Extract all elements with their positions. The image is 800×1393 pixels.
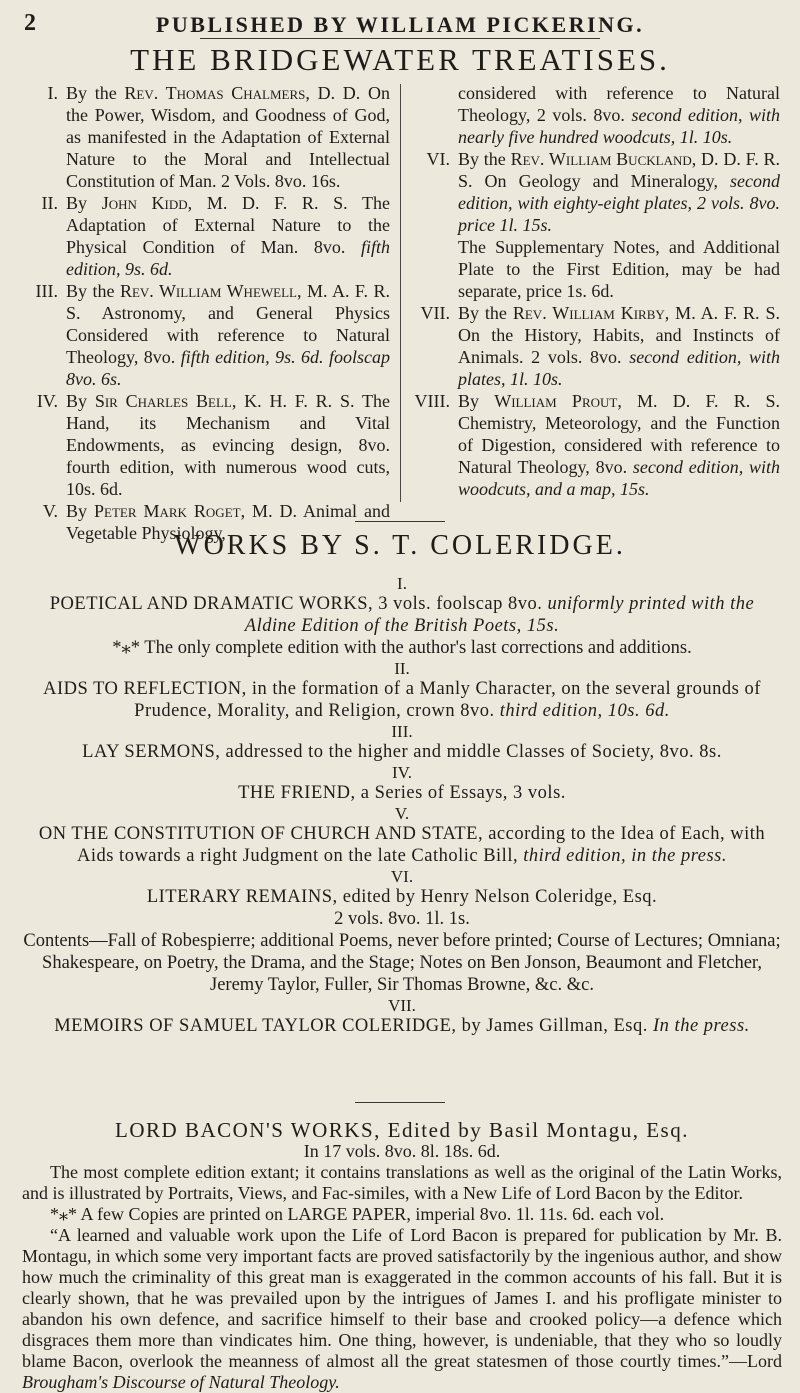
treatise-entry bbox=[22, 192, 390, 280]
bacon-paragraph: The most complete edition extant; it contains translations as well as the original of the Latin Works, and is illustrated by Portraits, Views, and Fac-similes, with a New Life of Lord Bacon by the Editor. bbox=[22, 1162, 782, 1203]
treatise-text bbox=[66, 280, 390, 390]
work-note: *⁎* The only complete edition with the author's last corrections and additions. bbox=[112, 638, 692, 658]
treatise-prefix: By the bbox=[458, 303, 513, 323]
work-title-text: AIDS TO REFLECTION, in the formation of a Manly Character, on the several grounds of Prudence, Morality, and Religion, crown 8vo. bbox=[43, 679, 761, 721]
treatise-entry bbox=[414, 82, 780, 148]
treatise-prefix: By bbox=[458, 391, 495, 411]
treatise-author: Sir Charles Bell, K. H. F. R. S. bbox=[94, 391, 355, 411]
treatise-prefix: By bbox=[66, 501, 94, 521]
work-note: 2 vols. 8vo. 1l. 1s. bbox=[334, 909, 470, 929]
treatise-entry bbox=[22, 390, 390, 500]
treatise-number: VII. bbox=[420, 303, 450, 323]
bacon-note: *⁎* A few Copies are printed on LARGE PAPER, imperial 8vo. 1l. 11s. 6d. each vol. bbox=[50, 1204, 665, 1224]
running-head: PUBLISHED BY WILLIAM PICKERING. bbox=[155, 12, 645, 37]
bacon-subtitle: In 17 vols. 8vo. 8l. 18s. 6d. bbox=[303, 1141, 501, 1161]
work-numeral: III. bbox=[391, 722, 413, 741]
work-title-text: MEMOIRS OF SAMUEL TAYLOR COLERIDGE, by James Gillman, Esq. bbox=[54, 1016, 648, 1036]
treatise-text bbox=[458, 390, 780, 500]
treatise-author: Peter Mark Roget, M. D. bbox=[94, 501, 298, 521]
treatise-text bbox=[458, 148, 780, 236]
treatise-description: The Hand, its Mechanism and Vital Endowments, as evincing design, 8vo. fourth edition, with numerous wood cuts, 10s. 6d. bbox=[66, 391, 390, 499]
bacon-quote-source: Brougham's Discourse of Natural Theology. bbox=[22, 1372, 340, 1392]
treatise-entry bbox=[414, 148, 780, 236]
treatise-entry bbox=[414, 390, 780, 500]
column-divider bbox=[400, 84, 401, 502]
treatise-number: VI. bbox=[426, 149, 450, 169]
bridgewater-right-column bbox=[414, 82, 780, 500]
treatise-description: The Supplementary Notes, and Additional Plate to the First Edition, may be had separate, price 1s. 6d. bbox=[458, 237, 780, 301]
work-edition: third edition, in the press. bbox=[523, 846, 728, 866]
treatise-entry bbox=[414, 236, 780, 302]
treatise-description: Astronomy, and General Physics Considered with reference to Natural Theology, 8vo. bbox=[66, 303, 390, 367]
treatise-edition: fifth edition, 9s. 6d. bbox=[66, 237, 391, 279]
treatise-text bbox=[66, 390, 390, 500]
bacon-quote bbox=[22, 1225, 782, 1393]
treatise-description: On Geology and Mineralogy, bbox=[472, 171, 718, 191]
coleridge-title: WORKS BY S. T. COLERIDGE. bbox=[174, 530, 626, 561]
work-title-text: ON THE CONSTITUTION OF CHURCH AND STATE, according to the Idea of Each, with Aids towards a right Judgment on the late Catholic Bill, bbox=[38, 824, 766, 866]
treatise-number: V. bbox=[42, 501, 58, 521]
treatise-edition: second edition, with nearly five hundred woodcuts, 1l. 10s. bbox=[458, 105, 780, 147]
work-title bbox=[22, 741, 782, 763]
treatise-number: VIII. bbox=[414, 391, 450, 411]
treatise-number: IV. bbox=[36, 391, 58, 411]
treatise-author: Rev. William Buckland, D. D. F. R. S. bbox=[458, 149, 780, 191]
treatise-author: Rev. Thomas Chalmers, D. D. bbox=[124, 83, 361, 103]
treatise-entry bbox=[22, 280, 390, 390]
treatise-author: Rev. William Kirby, M. A. F. R. S. bbox=[512, 303, 780, 323]
treatise-description: Animal and Vegetable Physiology, bbox=[66, 501, 390, 543]
coleridge-works-list bbox=[22, 574, 782, 1037]
treatise-prefix: By the bbox=[66, 281, 120, 301]
page-header bbox=[0, 6, 800, 40]
treatise-description: Chemistry, Meteorology, and the Function of Digestion, considered with reference to Natural Theology, 8vo. bbox=[458, 413, 780, 477]
work-edition: third edition, 10s. 6d. bbox=[499, 701, 670, 721]
treatise-number: III. bbox=[35, 281, 58, 301]
treatise-prefix: By bbox=[66, 391, 95, 411]
work-title bbox=[22, 782, 782, 804]
work-numeral: IV. bbox=[392, 763, 412, 782]
treatise-number bbox=[414, 82, 458, 148]
treatise-description: The Adaptation of External Nature to the Physical Condition of Man. 8vo. bbox=[66, 193, 390, 257]
treatise-author: John Kidd, M. D. F. R. S. bbox=[101, 193, 348, 213]
treatise-number bbox=[414, 236, 458, 302]
treatise-description: considered with reference to Natural Theology, 2 vols. 8vo. bbox=[458, 83, 780, 125]
section-rule bbox=[355, 521, 445, 522]
treatise-prefix: By bbox=[66, 193, 102, 213]
treatise-prefix: By the bbox=[66, 83, 125, 103]
bridgewater-left-column bbox=[22, 82, 390, 544]
treatise-entry bbox=[414, 302, 780, 390]
treatise-prefix: By the bbox=[458, 149, 511, 169]
treatise-edition: second edition, with plates, 1l. 10s. bbox=[458, 347, 781, 389]
treatise-description: On the History, Habits, and Instincts of Animals. 2 vols. 8vo. bbox=[458, 325, 780, 367]
treatise-number: I. bbox=[47, 83, 58, 103]
bacon-quote-text: “A learned and valuable work upon the Life of Lord Bacon is prepared for publication by Mr. B. Montagu, in which some very important facts are proved satisfactorily by the ingenious author, and show how much the criminality of this great man is exaggerated in the common accounts of his fall. But it is clearly shown, that he was prevailed upon by the intrigues of James I. and his profligate minister to abandon his own defence, and sacrifice himself to their base and crooked policy—a defence which disgraces them more than vindicates him. One thing, however, is undeniable, that they who so loudly blame Bacon, overlook the meanness of almost all the great statesmen of those courtly times.”—Lord bbox=[22, 1225, 782, 1371]
treatise-text bbox=[66, 82, 390, 192]
treatise-edition: second edition, with eighty-eight plates, 2 vols. 8vo. price 1l. 15s. bbox=[458, 171, 780, 235]
treatise-number: II. bbox=[41, 193, 58, 213]
work-title bbox=[22, 678, 782, 722]
treatise-entry bbox=[22, 82, 390, 192]
bridgewater-columns bbox=[22, 82, 782, 543]
treatise-author: William Prout, M. D. F. R. S. bbox=[494, 391, 780, 411]
bridgewater-title: THE BRIDGEWATER TREATISES. bbox=[130, 42, 670, 77]
treatise-edition: fifth edition, 9s. 6d. foolscap 8vo. 6s. bbox=[66, 347, 390, 389]
work-note: Contents—Fall of Robespierre; additional Poems, never before printed; Course of Lectures; Omniana; Shakespeare, on Poetry, the Drama, and the Stage; Notes on Ben Jonson, Beaumont and Fletcher, Jeremy Taylor, Fuller, Sir Thomas Browne, &c. &c. bbox=[23, 931, 781, 995]
work-numeral: VI. bbox=[390, 867, 414, 886]
work-numeral: I. bbox=[397, 574, 407, 593]
work-title-text: LAY SERMONS, addressed to the higher and middle Classes of Society, 8vo. 8s. bbox=[82, 742, 722, 762]
work-title-text: LITERARY REMAINS, edited by Henry Nelson Coleridge, Esq. bbox=[146, 887, 658, 907]
bacon-section bbox=[22, 1120, 782, 1393]
treatise-text bbox=[66, 192, 390, 280]
work-numeral: V. bbox=[394, 804, 410, 823]
work-numeral: II. bbox=[394, 659, 410, 678]
work-numeral: VII. bbox=[388, 996, 416, 1015]
treatise-text bbox=[458, 302, 780, 390]
treatise-author: Rev. William Whewell, M. A. F. R. S. bbox=[66, 281, 390, 323]
treatise-text bbox=[458, 82, 780, 148]
work-title-text: THE FRIEND, a Series of Essays, 3 vols. bbox=[238, 783, 566, 803]
work-edition: In the press. bbox=[653, 1016, 750, 1036]
treatise-edition: second edition, with woodcuts, and a map, 15s. bbox=[458, 457, 781, 499]
treatise-text bbox=[458, 236, 780, 302]
page-number: 2 bbox=[24, 10, 36, 36]
work-title bbox=[22, 593, 782, 637]
work-title bbox=[22, 1015, 782, 1037]
work-edition: uniformly printed with the Aldine Edition of the British Poets, 15s. bbox=[244, 594, 755, 636]
treatise-description: On the Power, Wisdom, and Goodness of God, as manifested in the Adaptation of External Nature to the Moral and Intellectual Constitution of Man. 2 Vols. 8vo. 16s. bbox=[66, 83, 390, 191]
work-title bbox=[22, 886, 782, 908]
header-rule bbox=[200, 38, 600, 39]
bacon-title: LORD BACON'S WORKS, Edited by Basil Montagu, Esq. bbox=[115, 1118, 689, 1142]
work-title-text: POETICAL AND DRAMATIC WORKS, 3 vols. foolscap 8vo. bbox=[49, 594, 543, 614]
section-rule bbox=[355, 1102, 445, 1103]
work-title bbox=[22, 823, 782, 867]
